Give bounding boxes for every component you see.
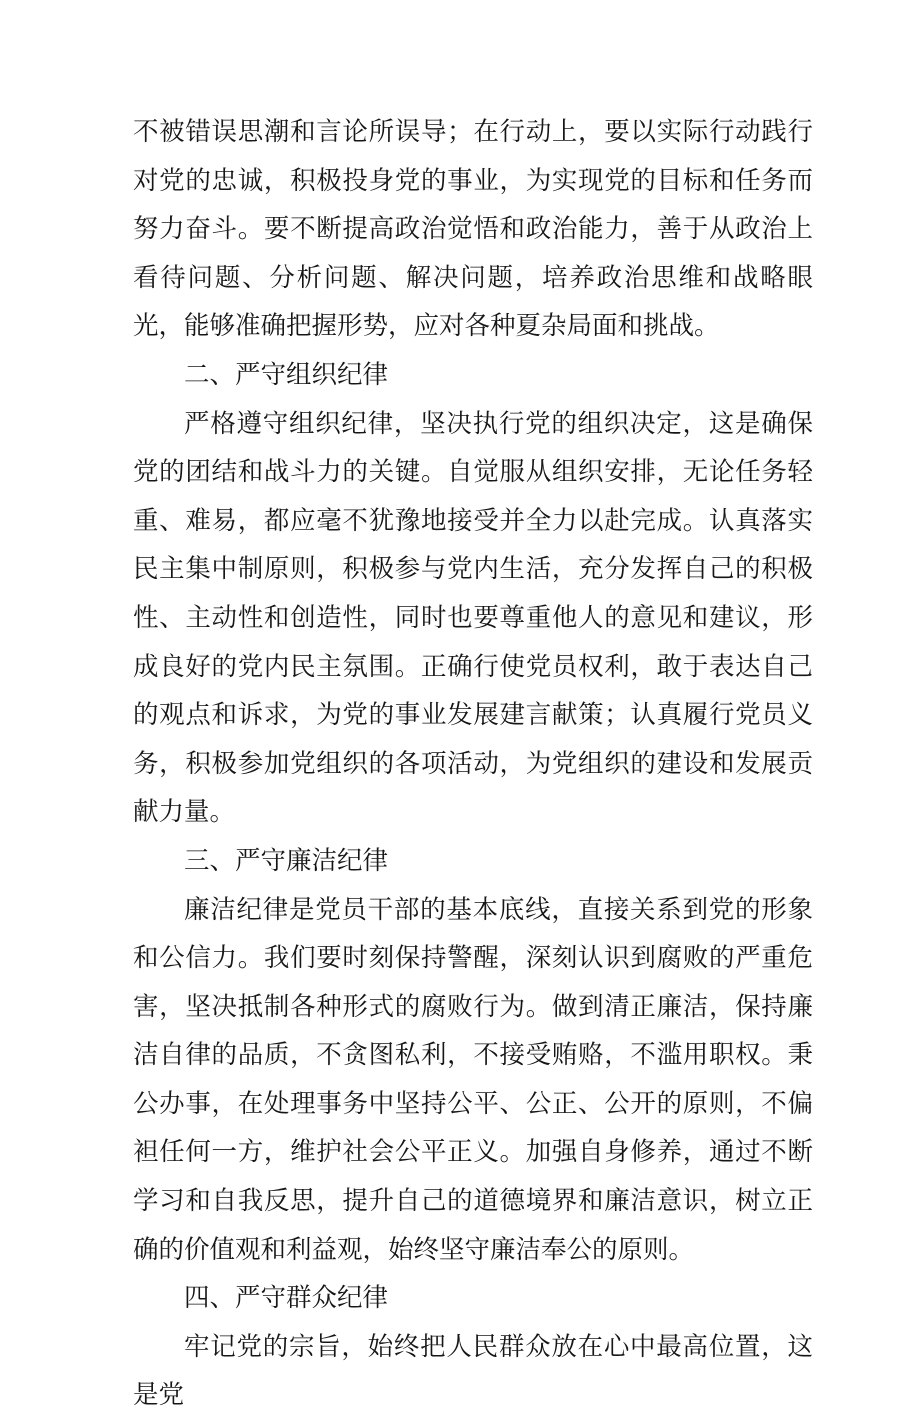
document-body: [133, 108, 813, 1420]
paragraph-mass-discipline: 牢记党的宗旨，始终把人民群众放在心中最高位置，这是党: [133, 1331, 813, 1411]
section-heading-integrity-discipline: 三、严守廉洁纪律: [184, 845, 389, 876]
section-heading-mass-discipline: 四、严守群众纪律: [184, 1283, 389, 1314]
paragraph-continuation: 不被错误思潮和言论所误导；在行动上，要以实际行动践行对党的忠诚，积极投身党的事业，为实现党的目标和任务而努力奋斗。要不断提高政治觉悟和政治能力，善于从政治上看待问题、分析问题、解决问题，培养政治思维和战略眼光，能够准确把握形势，应对各种夏杂局面和挑战。: [133, 117, 813, 342]
paragraph-organization-discipline: 严格遵守组织纪律，坚决执行党的组织决定，这是确保党的团结和战斗力的关键。自觉服从组织安排，无论任务轻重、难易，都应毫不犹豫地接受并全力以赴完成。认真落实民主集中制原则，积极参与党内生活，充分发挥自己的积极性、主动性和创造性，同时也要尊重他人的意见和建议，形成良好的党内民主氛围。正确行使党员权利，敢于表达自己的观点和诉求，为党的事业发展建言献策；认真履行党员义务，积极参加党组织的各项活动，为党组织的建设和发展贡献力量。: [133, 408, 813, 828]
section-heading-organization-discipline: 二、严守组织纪律: [184, 359, 389, 390]
paragraph-integrity-discipline: 廉洁纪律是党员干部的基本底线，直接关系到党的形象和公信力。我们要时刻保持警醒，深刻认识到腐败的严重危害，坚决抵制各种形式的腐败行为。做到清正廉洁，保持廉洁自律的品质，不贪图私利，不接受贿赂，不滥用职权。秉公办事，在处理事务中坚持公平、公正、公开的原则，不偏袒任何一方，维护社会公平正义。加强自身修养，通过不断学习和自我反思，提升自己的道德境界和廉洁意识，树立正确的价值观和利益观，始终坚守廉洁奉公的原则。: [133, 894, 813, 1265]
